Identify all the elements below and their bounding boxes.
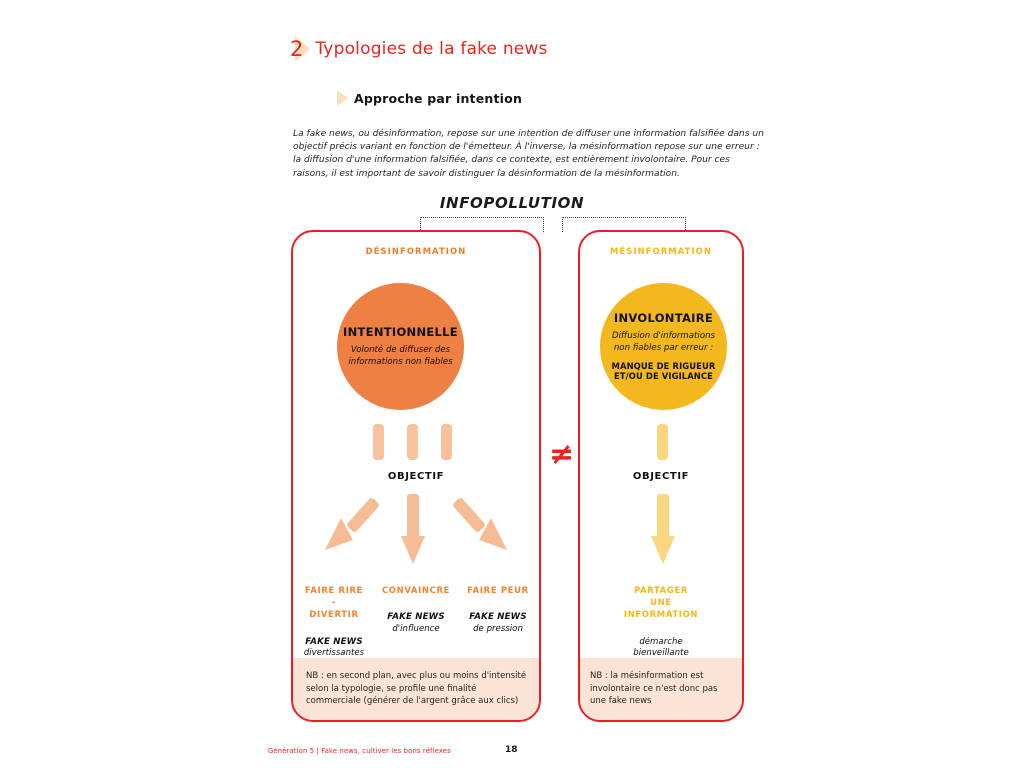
- objectif-label-right: OBJECTIF: [632, 471, 690, 482]
- circle-right-strong-line1: MANQUE DE RIGUEUR: [611, 360, 716, 371]
- outcome-body: [459, 612, 537, 635]
- circle-right-strong-line2: ET/OU DE VIGILANCE: [613, 371, 713, 382]
- footer-page-number: 18: [505, 745, 518, 755]
- subsection-title-text: Approche par intention: [354, 90, 523, 106]
- circle-right-subtitle: [602, 331, 725, 353]
- circle-left-subtitle: [338, 345, 462, 367]
- circle-involontaire: [600, 283, 727, 410]
- circle-left-subtitle-line1: Volonté de diffuser des: [350, 345, 451, 356]
- outcome-right-title-line3: INFORMATION: [623, 609, 699, 620]
- intro-paragraph: La fake news, ou désinformation, repose sur une intention de diffuser une information falsifiée dans un objectif précis variant en fonction de l'émetteur. À l'inverse, la mésinformation repose sur une erreur : la diffusion d'une information falsifiée, dans ce contexte, est entièrement involontaire. Pour ces raisons, il est important de savoir distinguer la désinformation de la mésinformation.: [293, 129, 764, 179]
- outcome-item: [459, 584, 537, 635]
- circle-right-strong: [612, 361, 716, 382]
- arrow-diagonal-left-icon: [319, 494, 389, 568]
- circle-right-title: INVOLONTAIRE: [613, 311, 714, 326]
- outcome-title-line3: DIVERTIR: [309, 609, 359, 620]
- bar-left-3: [441, 424, 452, 460]
- outcome-right-title-line1: PARTAGER: [633, 585, 689, 595]
- outcome-title-line1: FAIRE RIRE: [304, 585, 364, 595]
- section-number: 2: [290, 36, 304, 61]
- circle-left-title: INTENTIONNELLE: [343, 325, 458, 340]
- triangle-bullet-small-icon: [337, 90, 348, 106]
- bar-left-2: [407, 424, 418, 460]
- outcome-body-line1: d'influence: [392, 623, 440, 634]
- section-title-text: Typologies de la fake news: [315, 39, 548, 59]
- outcome-title-line1: CONVAINCRE: [381, 585, 451, 595]
- outcome-right-body-line1: démarche: [639, 636, 683, 647]
- bar-left-1: [373, 424, 384, 460]
- circle-right-subtitle-line2: non fiables par erreur :: [613, 342, 714, 353]
- outcome-body-line1: de pression: [473, 623, 523, 634]
- circle-intentionnelle: [337, 283, 464, 410]
- outcome-title: [377, 584, 455, 596]
- infopollution-label: INFOPOLLUTION: [439, 194, 585, 212]
- outcome-body-strong: FAKE NEWS: [469, 612, 527, 623]
- outcome-title: [459, 584, 537, 596]
- page-title: [290, 36, 548, 62]
- outcome-body-line1: divertissantes: [303, 648, 365, 659]
- circle-right-subtitle-line1: Diffusion d'informations: [612, 331, 715, 342]
- arrow-down-center-icon: [401, 494, 425, 570]
- arrow-down-right-icon: [651, 494, 675, 570]
- outcome-title-right: [580, 584, 742, 621]
- outcome-title: [295, 584, 373, 621]
- nb-note-left: NB : en second plan, avec plus ou moins d'intensité selon la typologie, se profile une finalité commerciale (générer de l'argent grâce aux clics): [293, 658, 539, 720]
- panel-right-header: MÉSINFORMATION: [609, 246, 713, 256]
- outcome-body-strong: FAKE NEWS: [305, 636, 363, 647]
- subsection-heading: [337, 90, 522, 106]
- outcome-body-strong: FAKE NEWS: [387, 612, 445, 623]
- footer-credit: Génération 5 | Fake news, cultiver les bons réflexes: [268, 747, 451, 755]
- panel-mesinformation: [578, 230, 744, 722]
- objectif-label-left: OBJECTIF: [387, 471, 445, 482]
- arrow-diagonal-right-icon: [443, 494, 513, 568]
- panel-desinformation: [291, 230, 541, 722]
- not-equal-icon: ≠: [549, 437, 575, 472]
- outcome-title-line1: FAIRE PEUR: [467, 585, 529, 595]
- nb-note-right: NB : la mésinformation est involontaire ce n'est donc pas une fake news: [580, 658, 742, 720]
- outcome-item: [377, 584, 455, 635]
- outcome-right-title-line2: UNE: [650, 597, 672, 608]
- circle-left-subtitle-line2: informations non fiables: [348, 356, 453, 367]
- panel-left-header: DÉSINFORMATION: [365, 246, 467, 256]
- bar-right-1: [657, 424, 668, 460]
- outcome-right-body-line2: bienveillante: [633, 648, 689, 659]
- outcome-body: [377, 612, 455, 635]
- outcome-title-line2: -: [331, 597, 337, 608]
